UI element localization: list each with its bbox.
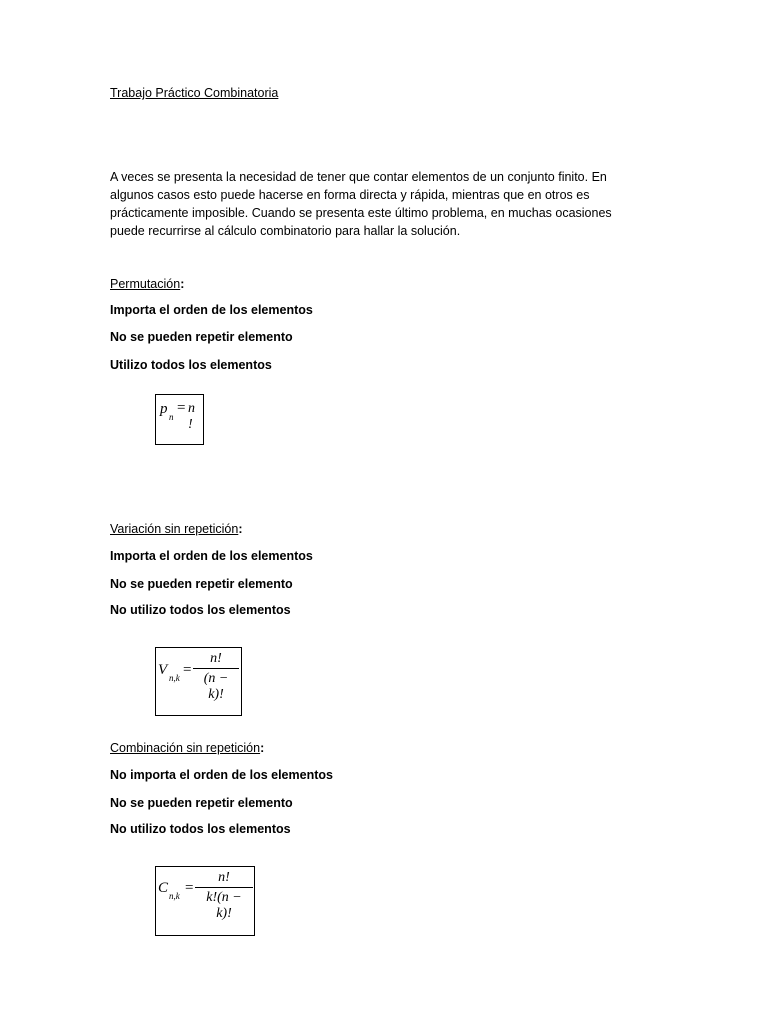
section-heading-combinacion: [110, 741, 264, 755]
intro-line: A veces se presenta la necesidad de tener que contar elementos de un conjunto finito. En: [110, 170, 607, 184]
formula-subscript: n,k: [169, 673, 180, 683]
formula-denominator: k!(n − k)!: [206, 890, 242, 921]
heading-text: Variación sin repetición: [110, 522, 239, 536]
variacion-rule: No utilizo todos los elementos: [110, 603, 291, 617]
formula-symbol: V: [158, 662, 168, 678]
heading-colon: :: [260, 741, 265, 755]
intro-line: algunos casos esto puede hacerse en forma directa y rápida, mientras que en otros es: [110, 188, 590, 202]
formula-denominator: (n − k)!: [203, 671, 229, 702]
formula-numerator: n!: [210, 651, 222, 666]
permutacion-rule: Importa el orden de los elementos: [110, 303, 313, 317]
section-heading-variacion: [110, 522, 242, 536]
formula-equals: =: [183, 662, 192, 678]
heading-colon: :: [180, 277, 185, 291]
variacion-rule: Importa el orden de los elementos: [110, 549, 313, 563]
heading-text: Combinación sin repetición: [110, 741, 261, 755]
formula-fraction: [195, 870, 253, 922]
formula-fraction: [193, 651, 239, 703]
formula-subscript: n,k: [169, 891, 180, 901]
heading-text: Permutación: [110, 277, 181, 291]
permutacion-rule: No se pueden repetir elemento: [110, 330, 293, 344]
formula-equals: =: [177, 400, 186, 416]
combinacion-rule: No se pueden repetir elemento: [110, 796, 293, 810]
formula-numerator: n!: [218, 870, 230, 885]
permutacion-rule: Utilizo todos los elementos: [110, 358, 272, 372]
intro-line: prácticamente imposible. Cuando se presenta este último problema, en muchas ocasiones: [110, 206, 612, 220]
heading-colon: :: [238, 522, 243, 536]
permutacion-formula: [155, 394, 204, 445]
formula-equals: =: [185, 880, 194, 896]
formula-subscript: n: [169, 412, 174, 422]
intro-line: puede recurrirse al cálculo combinatorio para hallar la solución.: [110, 224, 461, 238]
combinacion-rule: No importa el orden de los elementos: [110, 768, 333, 782]
variacion-formula: [155, 647, 242, 716]
formula-symbol: C: [158, 880, 169, 896]
combinacion-rule: No utilizo todos los elementos: [110, 822, 291, 836]
intro-paragraph: [110, 168, 650, 240]
variacion-rule: No se pueden repetir elemento: [110, 577, 293, 591]
section-heading-permutacion: [110, 277, 184, 291]
combinacion-formula: [155, 866, 255, 936]
formula-symbol: p: [160, 401, 168, 417]
formula-rhs: n !: [188, 401, 195, 432]
document-title: Trabajo Práctico Combinatoria: [110, 86, 279, 100]
